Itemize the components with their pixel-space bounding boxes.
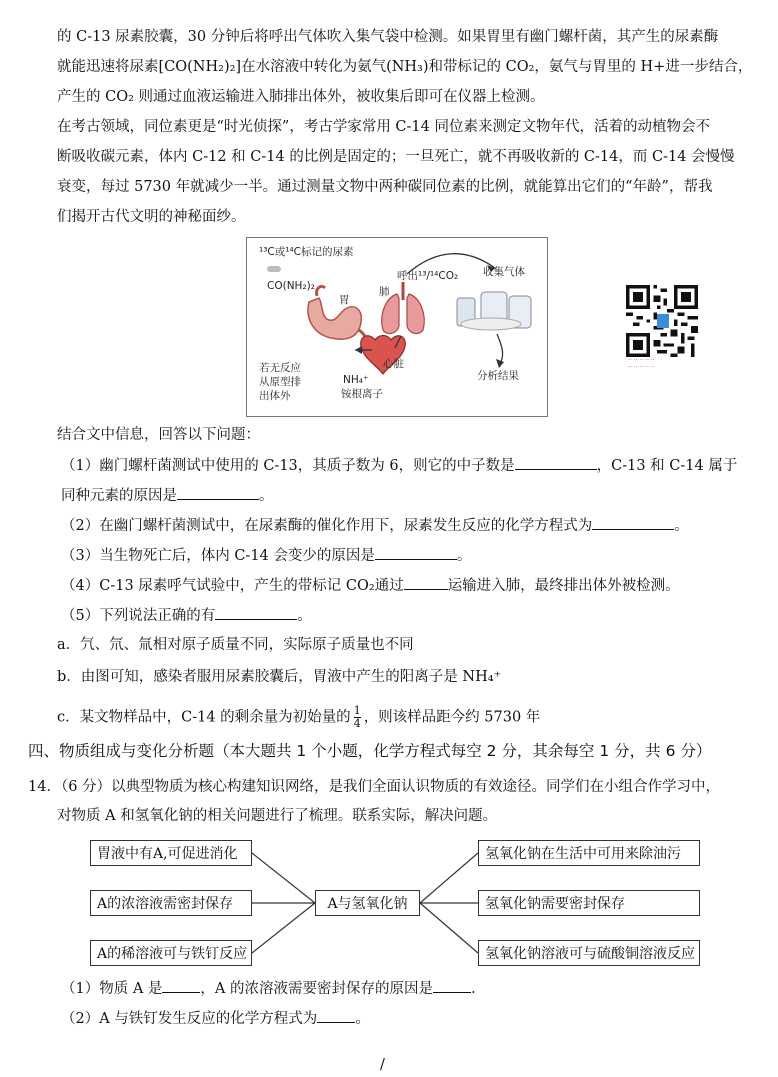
network-left-2: A的浓溶液需密封保存: [90, 890, 252, 916]
question-prompt: 结合文中信息，回答以下问题：: [57, 427, 260, 443]
figure-label-urea: CO(NH₂)₂: [267, 280, 315, 292]
question-3: （3）当生物死亡后，体内 C-14 会变少的原因是 。: [61, 545, 471, 566]
intro-line-5: 断吸收碳元素，体内 C-12 和 C-14 的比例是固定的；一旦死亡，就不再吸收新的 C-14，而 C-14 会慢慢: [57, 149, 735, 165]
figure-label-lung: 肺: [379, 286, 390, 298]
question-2: （2）在幽门螺杆菌测试中，在尿素酶的催化作用下，尿素发生反应的化学方程式为 。: [61, 515, 689, 536]
intro-line-1: 的 C-13 尿素胶囊，30 分钟后将呼出气体吹入集气袋中检测。如果胃里有幽门螺杆菌，其产生的尿素酶: [57, 29, 719, 45]
sub-question-2: （2）A 与铁钉发生反应的化学方程式为 。: [61, 1008, 370, 1029]
network-left-3: A的稀溶液可与铁钉反应: [90, 940, 252, 966]
question-5: （5）下列说法正确的有 。: [61, 605, 312, 626]
qr-caption: ·· ·· ·· ·· ·· ·· ·· ·· ·· ··: [628, 357, 655, 371]
fraction: $\frac{1}{4}$: [353, 704, 361, 730]
lung-icon: [382, 294, 399, 333]
intro-line-2: 就能迅速将尿素[CO(NH₂)₂]在水溶液中转化为氨气(NH₃)和带标记的 CO₂，氨气与胃里的 H+进一步结合，: [57, 59, 753, 75]
intro-line-7: 们揭开古代文明的神秘面纱。: [57, 209, 246, 225]
section-4-heading: 四、物质组成与变化分析题（本大题共 1 个小题，化学方程式每空 2 分，其余每空 1 分，共 6 分）: [28, 742, 712, 760]
urea-breath-test-figure: [246, 237, 548, 417]
q2-equation-blank: [592, 515, 674, 530]
figure-label-result: 分析结果: [477, 370, 519, 382]
network-left-1: 胃液中有A,可促进消化: [90, 840, 252, 866]
network-right-1: 氢氧化钠在生活中可用来除油污: [478, 840, 700, 866]
figure-label-noreaction-1: 若无反应: [259, 362, 301, 374]
intro-line-6: 衰变，每过 5730 年就减少一半。通过测量文物中两种碳同位素的比例，就能算出它们的“年龄”，帮我: [57, 179, 713, 195]
q3-reason-blank: [375, 545, 457, 560]
figure-label-exhale: 呼出¹³/¹⁴CO₂: [397, 270, 459, 282]
network-right-2: 氢氧化钠需要密封保存: [478, 890, 700, 916]
q5-answer-blank: [215, 605, 297, 620]
q1-neutron-blank: [515, 455, 597, 470]
question-1-line-1: （1）幽门螺杆菌测试中使用的 C-13，其质子数为 6，则它的中子数是 ，C-13 和 C-14 属于: [61, 455, 737, 476]
capsule-icon: [267, 266, 281, 272]
option-b: b．由图可知，感染者服用尿素胶囊后，胃液中产生的阳离子是 NH₄⁺: [57, 669, 502, 685]
figure-label-noreaction-3: 出体外: [259, 390, 291, 402]
figure-label-nh4: NH₄⁺: [343, 374, 369, 386]
figure-label-stomach: 胃: [339, 294, 350, 306]
question-4: （4）C-13 尿素呼气试验中，产生的带标记 CO₂通过 运输进入肺，最终排出体外被检测。: [61, 575, 680, 596]
question-1-line-2: 同种元素的原因是 。: [61, 485, 274, 506]
figure-label-ammonium: 铵根离子: [341, 388, 383, 400]
option-c: c．某文物样品中，C-14 的剩余量为初始量的 $\frac{1}{4}$ ，则该样品距今约 5730 年: [57, 704, 541, 730]
network-center: A与氢氧化钠: [315, 890, 420, 916]
figure-label-noreaction-2: 从原型排: [259, 376, 301, 388]
stomach-icon: [308, 298, 361, 339]
option-a: a．氕、氘、氚相对原子质量不同，实际原子质量也不同: [57, 637, 414, 653]
intro-line-3: 产生的 CO₂ 则通过血液运输进入肺排出体外，被收集后即可在仪器上检测。: [57, 89, 545, 105]
sub-question-1: （1）物质 A 是 ，A 的浓溶液需要密封保存的原因是 .: [61, 978, 476, 999]
network-right-3: 氢氧化钠溶液可与硫酸铜溶液反应: [478, 940, 700, 966]
figure-illustration: [247, 238, 547, 416]
question-14-line-1: 14．（6 分）以典型物质为核心构建知识网络，是我们全面认识物质的有效途径。同学们在小组合作学习中，: [28, 779, 721, 795]
page-marker: /: [380, 1057, 385, 1073]
intro-line-4: 在考古领域，同位素更是“时光侦探”，考古学家常用 C-14 同位素来测定文物年代，活着的动植物会不: [57, 119, 710, 135]
figure-label-collect: 收集气体: [483, 266, 525, 278]
question-14-line-2: 对物质 A 和氢氧化钠的相关问题进行了梳理。联系实际，解决问题。: [57, 808, 498, 824]
q4-transport-blank: [404, 575, 448, 590]
sub1-reason-blank: [433, 978, 471, 993]
sub2-equation-blank: [317, 1008, 355, 1023]
q1-reason-blank: [177, 485, 259, 500]
figure-label-top: ¹³C或¹⁴C标记的尿素: [259, 246, 354, 258]
figure-label-heart: 心脏: [383, 358, 404, 370]
qr-code-icon: [626, 285, 698, 357]
sub1-substance-blank: [162, 978, 200, 993]
